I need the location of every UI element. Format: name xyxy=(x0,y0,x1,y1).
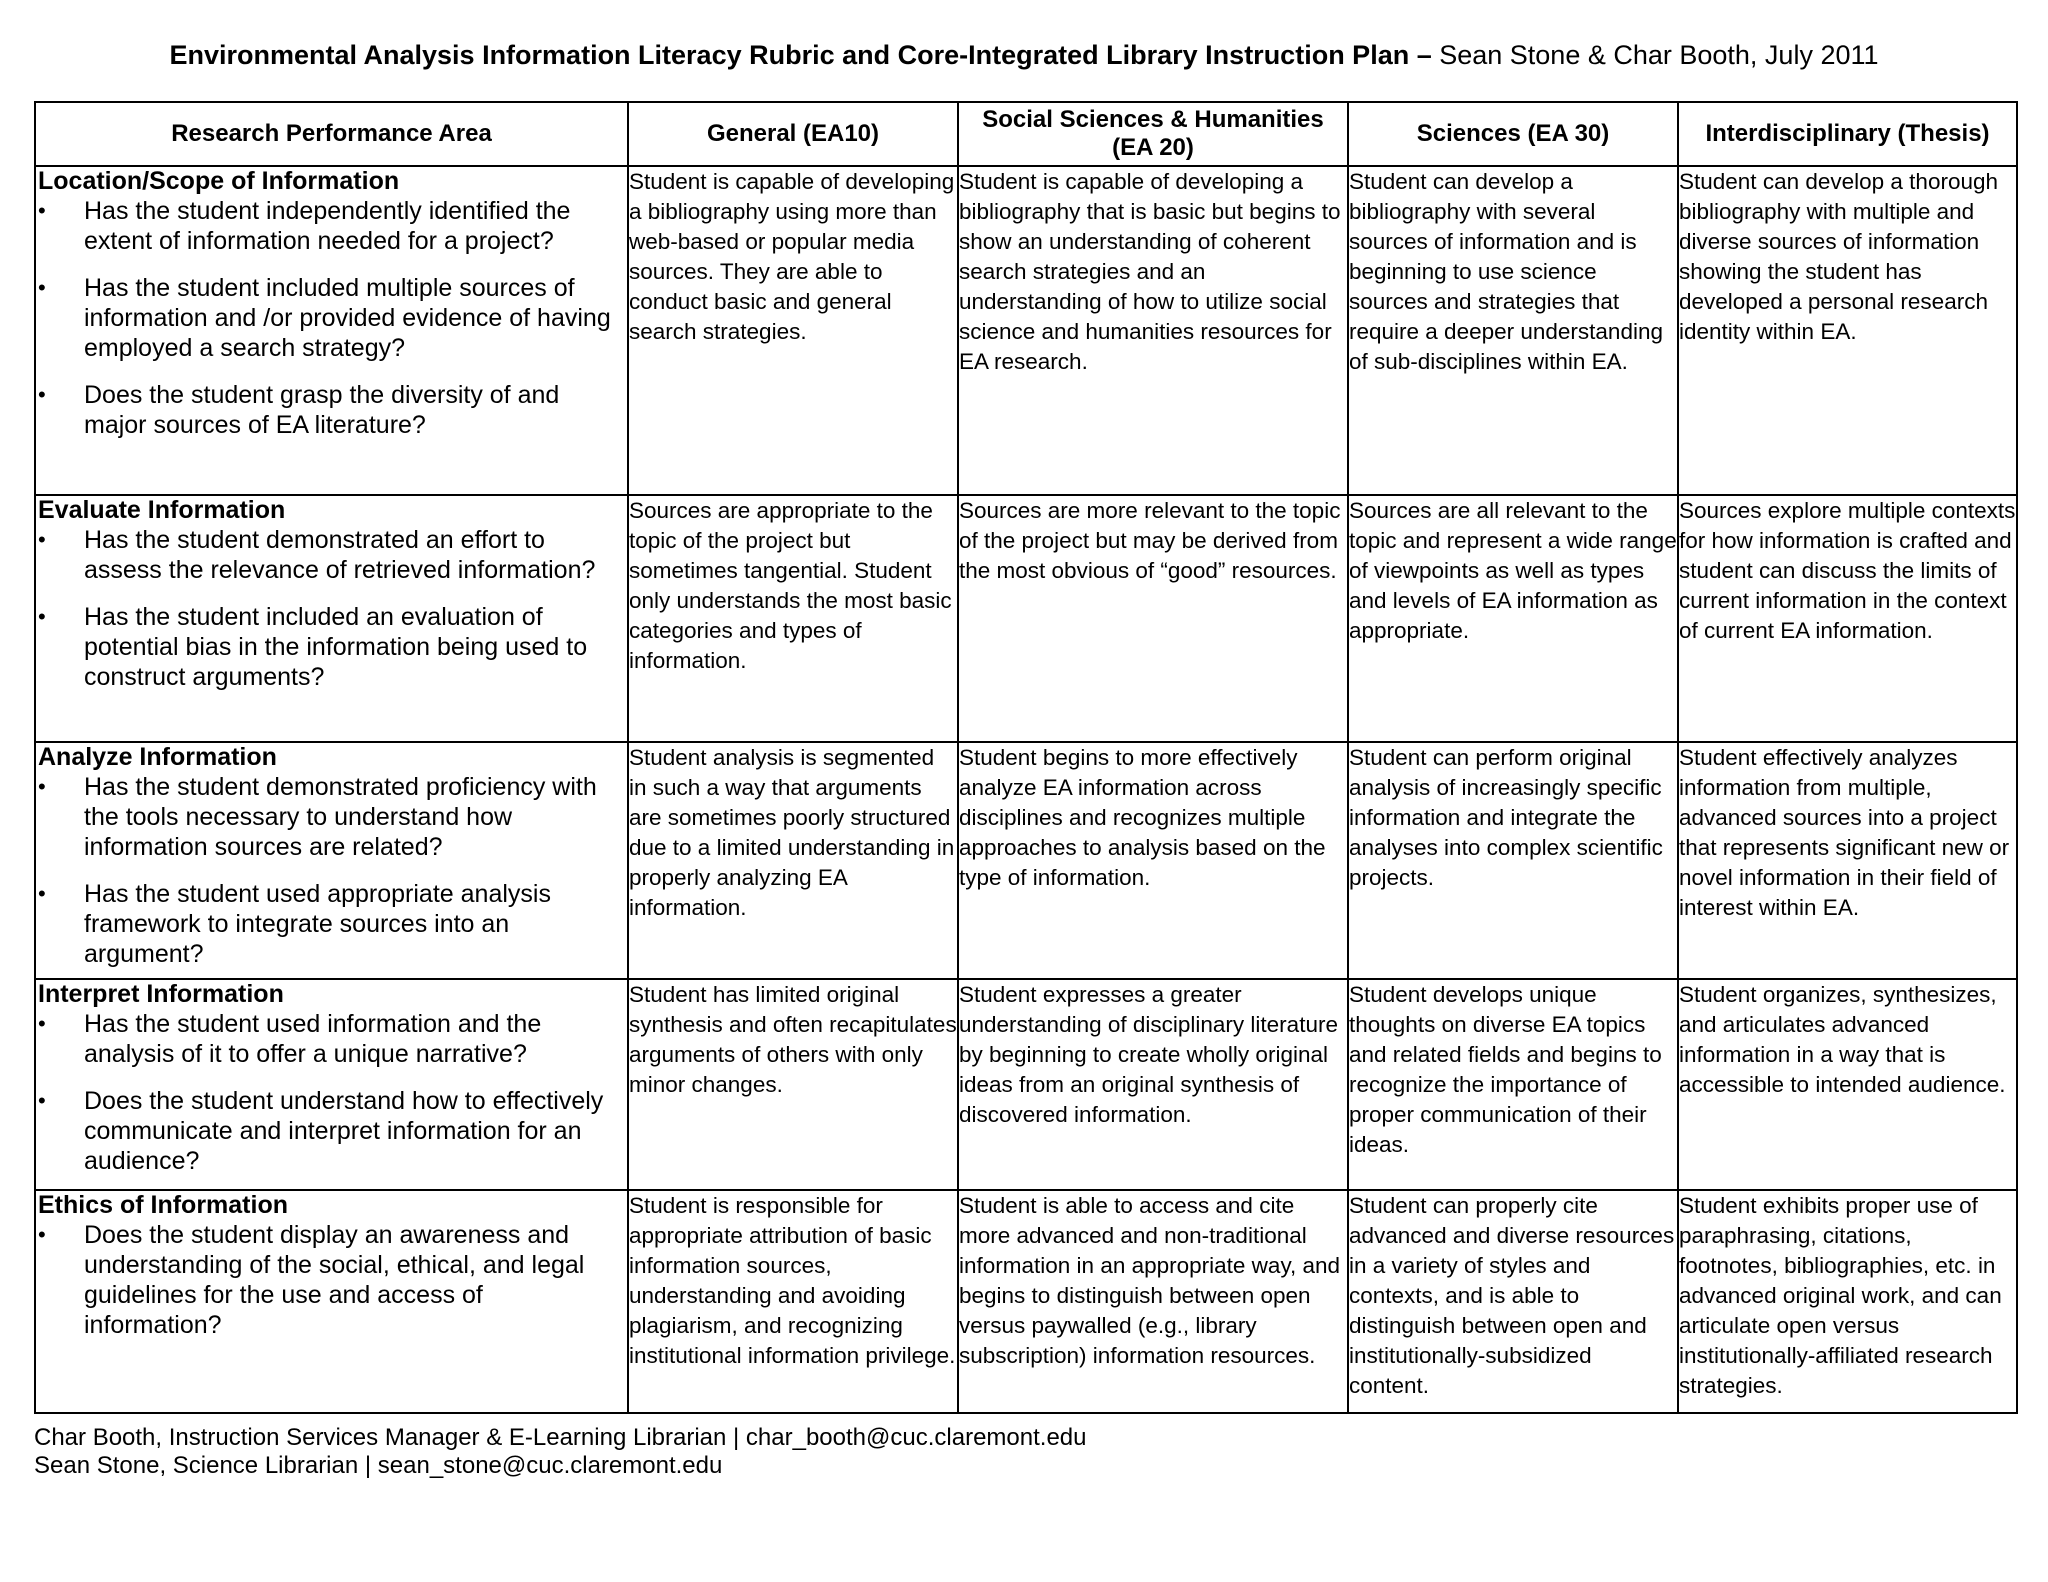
question-text: Does the student understand how to effectively communicate and interpret information for an audience? xyxy=(84,1087,604,1175)
area-name: Evaluate Information xyxy=(38,496,286,524)
social-sciences-description: Sources are more relevant to the topic of the project but may be derived from the most obvious of “good” resources. xyxy=(958,495,1348,742)
header-interdisciplinary: Interdisciplinary (Thesis) xyxy=(1678,102,2017,166)
question-item xyxy=(36,196,627,256)
interdisciplinary-description: Student effectively analyzes information from multiple, advanced sources into a project that represents significant new or novel information in their field of interest within EA. xyxy=(1678,742,2017,979)
area-cell xyxy=(35,1190,628,1413)
question-item xyxy=(36,525,627,585)
area-cell xyxy=(35,495,628,742)
bullet-icon: • xyxy=(38,198,46,223)
interdisciplinary-description: Student organizes, synthesizes, and articulates advanced information in a way that is accessible to intended audience. xyxy=(1678,979,2017,1190)
document-title xyxy=(0,40,2048,71)
table-row xyxy=(35,1190,2017,1413)
question-text: Has the student used appropriate analysis framework to integrate sources into an argument? xyxy=(84,880,551,968)
question-item xyxy=(36,1220,627,1340)
interdisciplinary-description: Student exhibits proper use of paraphrasing, citations, footnotes, bibliographies, etc. in advanced original work, and can articulate open versus institutionally-affiliated research strategies. xyxy=(1678,1190,2017,1413)
general-description: Student is responsible for appropriate attribution of basic information sources, understanding and avoiding plagiarism, and recognizing institutional information privilege. xyxy=(628,1190,958,1413)
question-item xyxy=(36,602,627,692)
question-text: Has the student included multiple sources of information and /or provided evidence of having employed a search strategy? xyxy=(84,274,611,362)
bullet-icon: • xyxy=(38,1088,46,1113)
question-text: Has the student used information and the analysis of it to offer a unique narrative? xyxy=(84,1010,542,1068)
table-row xyxy=(35,742,2017,979)
header-social-sciences-humanities: Social Sciences & Humanities (EA 20) xyxy=(958,102,1348,166)
bullet-icon: • xyxy=(38,1011,46,1036)
header-research-performance-area: Research Performance Area xyxy=(35,102,628,166)
social-sciences-description: Student is able to access and cite more advanced and non-traditional information in an appropriate way, and begins to distinguish between open versus paywalled (e.g., library subscription) information resources. xyxy=(958,1190,1348,1413)
sciences-description: Student develops unique thoughts on diverse EA topics and related fields and begins to recognize the importance of proper communication of their ideas. xyxy=(1348,979,1678,1190)
area-name: Location/Scope of Information xyxy=(38,167,400,195)
header-row xyxy=(35,102,2017,166)
general-description: Student is capable of developing a bibliography using more than web-based or popular media sources. They are able to conduct basic and general search strategies. xyxy=(628,166,958,495)
social-sciences-description: Student is capable of developing a bibliography that is basic but begins to show an understanding of coherent search strategies and an understanding of how to utilize social science and humanities resources for EA research. xyxy=(958,166,1348,495)
bullet-icon: • xyxy=(38,1222,46,1247)
question-item xyxy=(36,772,627,862)
header-general: General (EA10) xyxy=(628,102,958,166)
table-row xyxy=(35,166,2017,495)
question-text: Has the student demonstrated proficiency with the tools necessary to understand how information sources are related? xyxy=(84,773,597,861)
question-item xyxy=(36,380,627,440)
bullet-icon: • xyxy=(38,774,46,799)
social-sciences-description: Student expresses a greater understanding of disciplinary literature by beginning to create wholly original ideas from an original synthesis of discovered information. xyxy=(958,979,1348,1190)
general-description: Student has limited original synthesis and often recapitulates arguments of others with only minor changes. xyxy=(628,979,958,1190)
question-text: Does the student display an awareness and understanding of the social, ethical, and legal guidelines for the use and access of information? xyxy=(84,1221,585,1339)
question-item xyxy=(36,1086,627,1176)
interdisciplinary-description: Student can develop a thorough bibliography with multiple and diverse sources of information showing the student has developed a personal research identity within EA. xyxy=(1678,166,2017,495)
sciences-description: Student can develop a bibliography with several sources of information and is beginning to use science sources and strategies that require a deeper understanding of sub-disciplines within EA. xyxy=(1348,166,1678,495)
general-description: Sources are appropriate to the topic of the project but sometimes tangential. Student only understands the most basic categories and types of information. xyxy=(628,495,958,742)
header-sciences: Sciences (EA 30) xyxy=(1348,102,1678,166)
question-text: Does the student grasp the diversity of and major sources of EA literature? xyxy=(84,381,560,439)
sciences-description: Sources are all relevant to the topic and represent a wide range of viewpoints as well as types and levels of EA information as appropriate. xyxy=(1348,495,1678,742)
interdisciplinary-description: Sources explore multiple contexts for how information is crafted and student can discuss the limits of current information in the context of current EA information. xyxy=(1678,495,2017,742)
footer xyxy=(34,1424,1086,1480)
bullet-icon: • xyxy=(38,382,46,407)
question-text: Has the student included an evaluation of potential bias in the information being used to construct arguments? xyxy=(84,603,588,691)
question-item xyxy=(36,879,627,969)
sciences-description: Student can properly cite advanced and diverse resources in a variety of styles and contexts, and is able to distinguish between open and institutionally-subsidized content. xyxy=(1348,1190,1678,1413)
question-item xyxy=(36,1009,627,1069)
sciences-description: Student can perform original analysis of increasingly specific information and integrate the analyses into complex scientific projects. xyxy=(1348,742,1678,979)
general-description: Student analysis is segmented in such a way that arguments are sometimes poorly structured due to a limited understanding in properly analyzing EA information. xyxy=(628,742,958,979)
question-list xyxy=(36,772,627,969)
question-list xyxy=(36,525,627,692)
footer-contact-booth: Char Booth, Instruction Services Manager & E-Learning Librarian | char_booth@cuc.claremont.edu xyxy=(34,1424,1087,1451)
question-list xyxy=(36,1009,627,1176)
footer-contact-stone: Sean Stone, Science Librarian | sean_stone@cuc.claremont.edu xyxy=(34,1452,723,1479)
area-name: Interpret Information xyxy=(38,980,284,1008)
question-list xyxy=(36,1220,627,1340)
question-item xyxy=(36,273,627,363)
bullet-icon: • xyxy=(38,275,46,300)
bullet-icon: • xyxy=(38,881,46,906)
question-text: Has the student demonstrated an effort to assess the relevance of retrieved information? xyxy=(84,526,596,584)
area-cell xyxy=(35,166,628,495)
area-cell xyxy=(35,979,628,1190)
document-title-main: Environmental Analysis Information Literacy Rubric and Core-Integrated Library Instruction Plan – xyxy=(169,40,1432,70)
social-sciences-description: Student begins to more effectively analyze EA information across disciplines and recognizes multiple approaches to analysis based on the type of information. xyxy=(958,742,1348,979)
table-row xyxy=(35,495,2017,742)
question-list xyxy=(36,196,627,440)
rubric-table xyxy=(34,101,2018,1414)
table-row xyxy=(35,979,2017,1190)
area-cell xyxy=(35,742,628,979)
area-name: Analyze Information xyxy=(38,743,277,771)
question-text: Has the student independently identified the extent of information needed for a project? xyxy=(84,197,571,255)
bullet-icon: • xyxy=(38,604,46,629)
document-title-authors: Sean Stone & Char Booth, July 2011 xyxy=(1431,40,1879,70)
bullet-icon: • xyxy=(38,527,46,552)
area-name: Ethics of Information xyxy=(38,1191,288,1219)
